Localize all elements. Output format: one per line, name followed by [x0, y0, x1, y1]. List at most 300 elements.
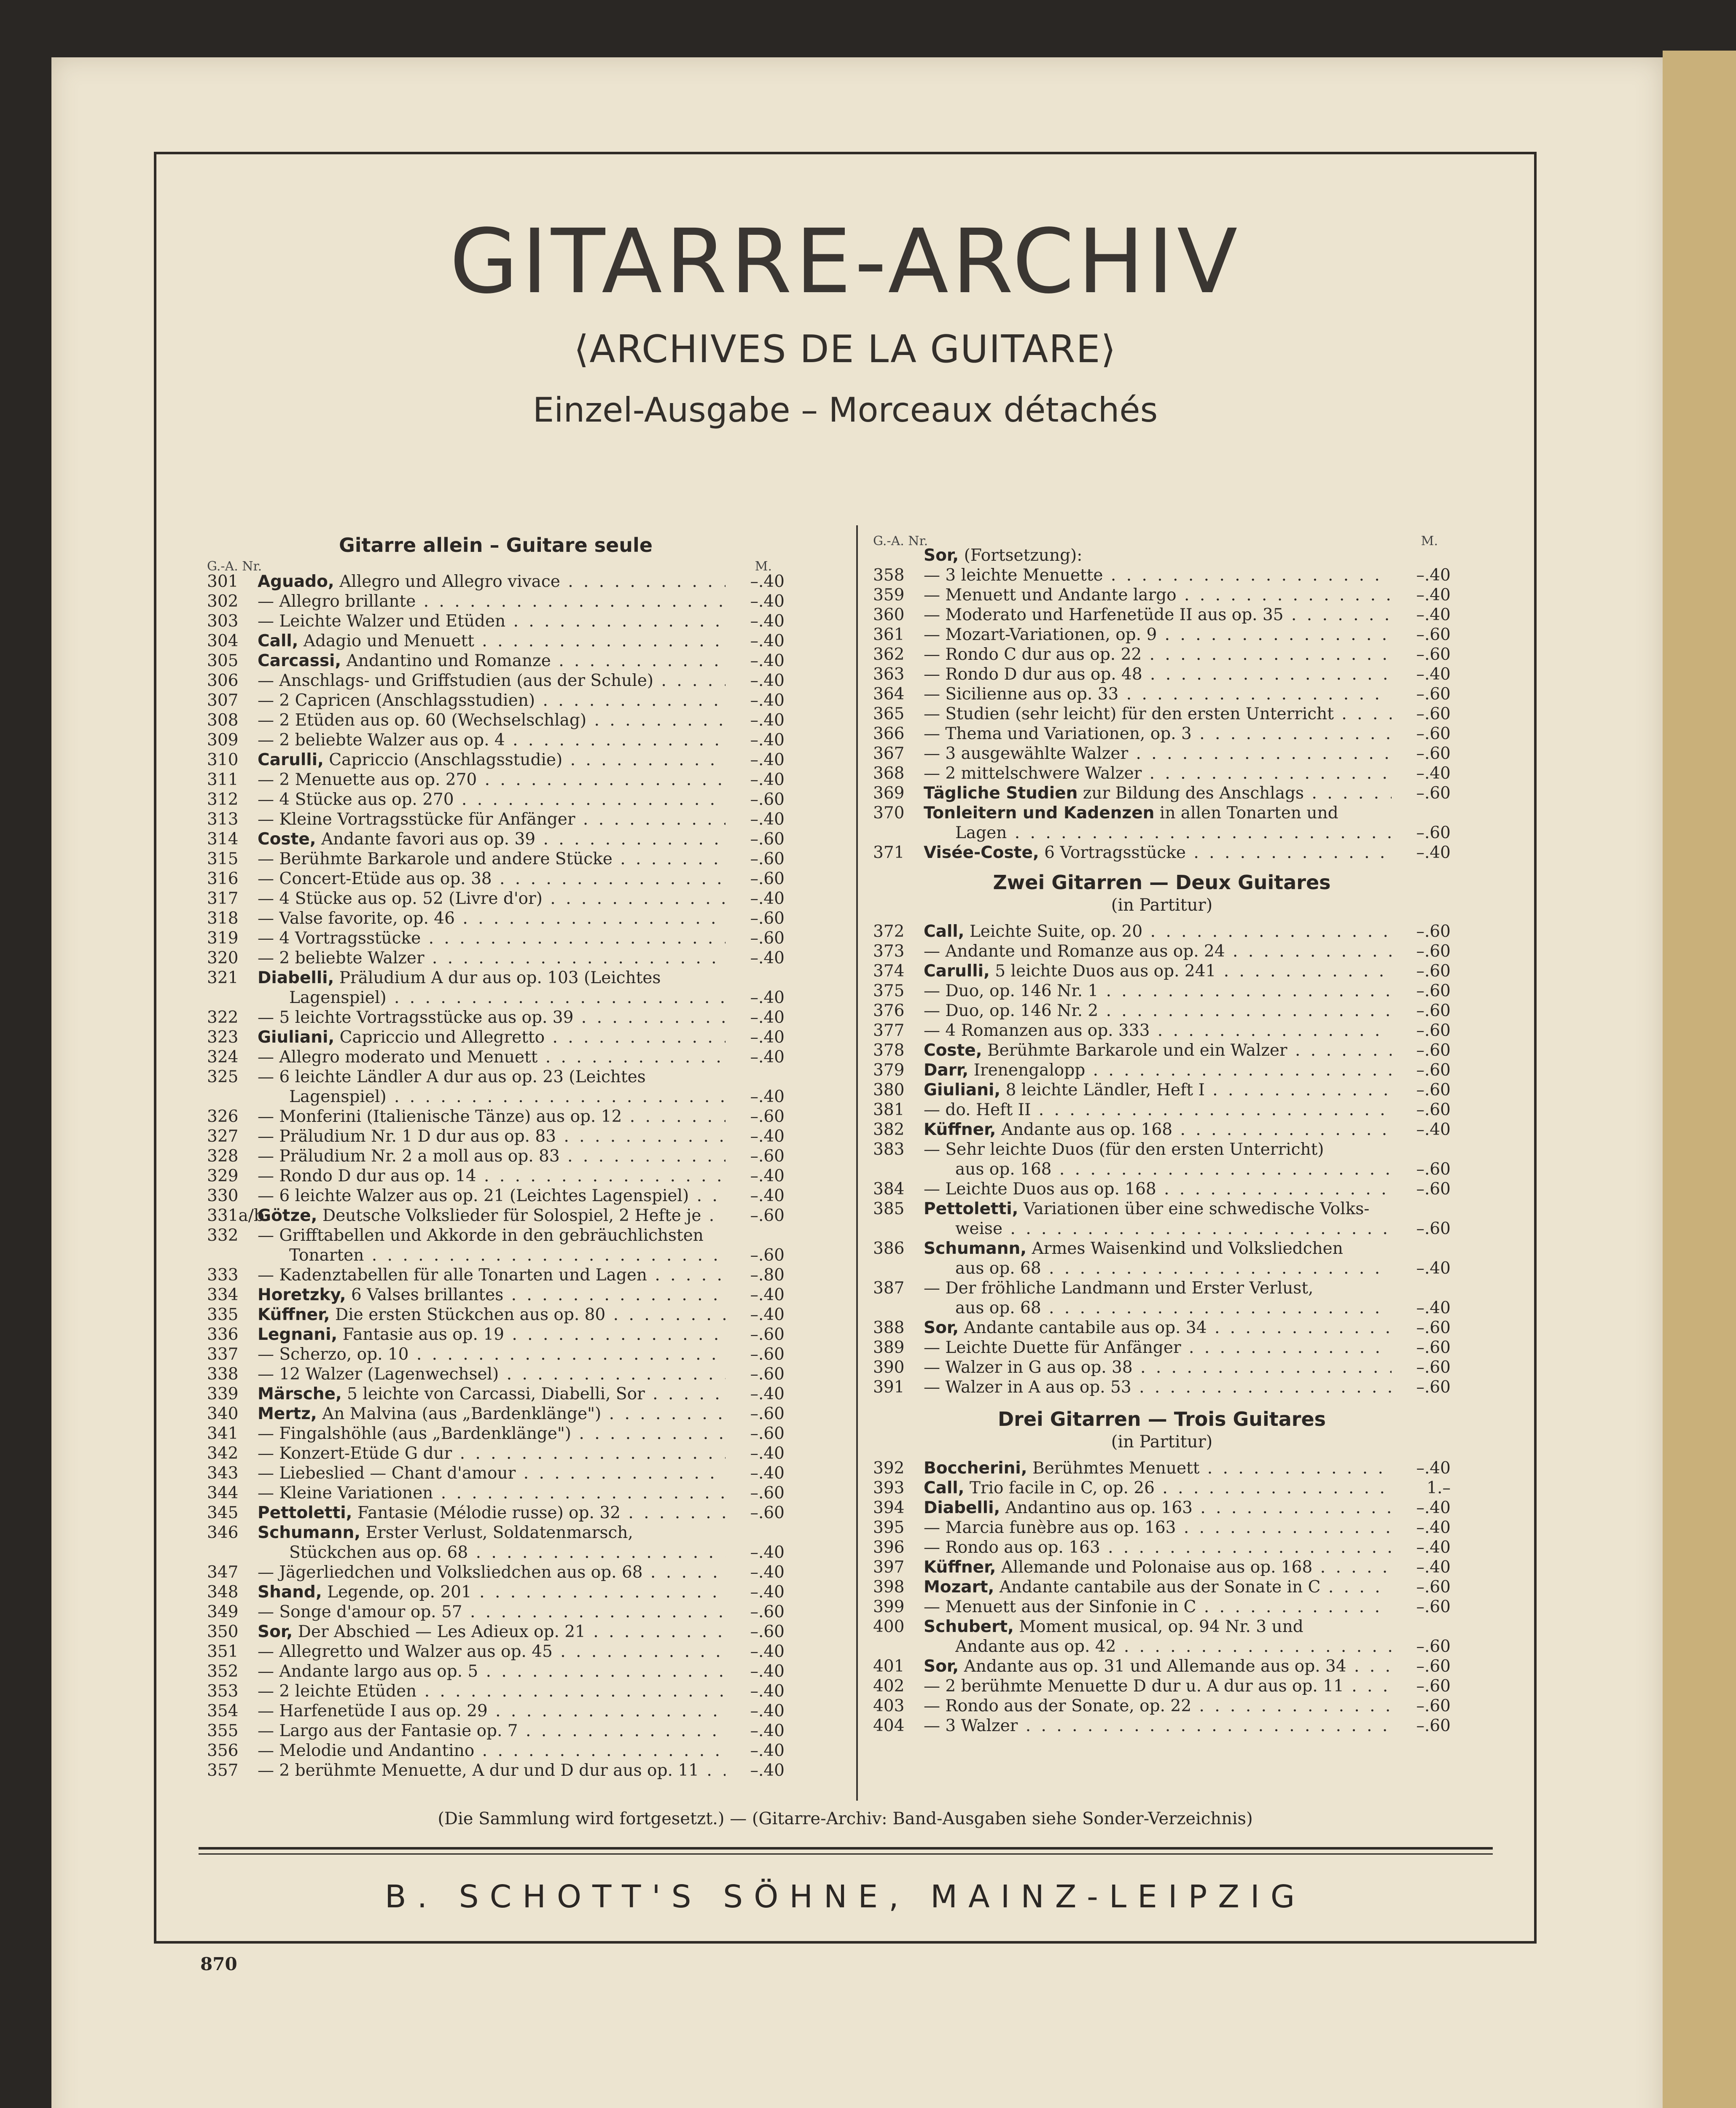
price: –.60	[1416, 1081, 1451, 1100]
work-title: — Concert-Etüde aus op. 38	[258, 869, 492, 888]
catalog-row	[207, 988, 785, 1008]
catalog-number: 359	[873, 586, 905, 605]
composer-name: Shand,	[258, 1583, 322, 1602]
catalog-number: 395	[873, 1518, 905, 1537]
catalog-title	[924, 546, 1392, 565]
catalog-row	[873, 744, 1451, 764]
catalog-title	[258, 1344, 726, 1364]
price: –.40	[1416, 1299, 1451, 1318]
footer-rule	[199, 1853, 1493, 1855]
price: –.40	[750, 1662, 785, 1681]
composer-name: Mertz,	[258, 1404, 317, 1423]
catalog-row	[873, 1001, 1451, 1021]
catalog-number: 365	[873, 704, 905, 723]
composer-name: Diabelli,	[258, 968, 334, 987]
catalog-title	[258, 809, 726, 829]
catalog-title	[924, 961, 1392, 981]
catalog-number: 363	[873, 665, 905, 684]
catalog-title	[924, 1538, 1392, 1557]
composer-name: Sor,	[924, 1657, 959, 1676]
catalog-number: 326	[207, 1107, 239, 1126]
catalog-row	[873, 625, 1451, 645]
catalog-title	[289, 1543, 726, 1562]
catalog-row	[207, 829, 785, 849]
work-title: Leichte Suite, op. 20	[969, 922, 1143, 941]
catalog-title	[258, 1325, 726, 1344]
catalog-row	[207, 1582, 785, 1602]
catalog-title	[924, 1577, 1392, 1597]
catalog-row	[873, 843, 1451, 863]
catalog-number: 312	[207, 790, 239, 809]
catalog-number: 376	[873, 1001, 905, 1020]
price: –.40	[750, 691, 785, 710]
catalog-title	[289, 1087, 726, 1107]
continued-heading	[873, 546, 1451, 565]
catalog-title	[924, 803, 1392, 823]
catalog-number: 330	[207, 1186, 239, 1205]
catalog-title	[924, 941, 1392, 961]
work-title: — Duo, op. 146 Nr. 1	[924, 981, 1099, 1000]
catalog-row	[873, 941, 1451, 961]
work-title: — Allegro brillante	[258, 592, 416, 611]
catalog-title	[258, 1166, 726, 1186]
catalog-row	[207, 651, 785, 671]
work-title: — 6 leichte Ländler A dur aus op. 23 (Leichtes	[258, 1067, 646, 1086]
work-title: — 6 leichte Walzer aus op. 21 (Leichtes Lagenspiel)	[258, 1186, 689, 1205]
catalog-number: 388	[873, 1318, 905, 1337]
work-title: — Rondo C dur aus op. 22	[924, 645, 1142, 664]
composer-name: Pettoletti,	[258, 1503, 352, 1522]
catalog-row	[873, 1100, 1451, 1120]
catalog-number: 333	[207, 1266, 239, 1285]
catalog-row	[207, 1642, 785, 1662]
catalog-number: 378	[873, 1041, 905, 1060]
catalog-title	[955, 1219, 1392, 1239]
catalog-number: 311	[207, 770, 239, 789]
price: –.40	[750, 1563, 785, 1582]
catalog-title	[258, 790, 726, 809]
catalog-number: 334	[207, 1285, 239, 1304]
catalog-title	[258, 869, 726, 889]
catalog-row	[873, 1637, 1451, 1656]
catalog-row	[873, 1060, 1451, 1080]
price: –.80	[750, 1266, 785, 1285]
catalog-row	[873, 783, 1451, 803]
catalog-number: 309	[207, 731, 239, 750]
price: –.40	[1416, 843, 1451, 862]
catalog-title	[924, 645, 1392, 664]
catalog-title	[924, 585, 1392, 605]
catalog-number: 341	[207, 1424, 239, 1443]
catalog-title	[924, 1617, 1392, 1637]
catalog-number: 350	[207, 1622, 239, 1641]
catalog-title	[924, 1498, 1392, 1518]
price: –.60	[750, 1404, 785, 1423]
composer-name: Sor,	[924, 1318, 959, 1337]
catalog-title	[924, 684, 1392, 704]
catalog-row	[873, 961, 1451, 981]
catalog-row	[873, 1159, 1451, 1179]
page-number: 870	[200, 1954, 237, 1974]
work-title: — Monferini (Italienische Tänze) aus op. 12	[258, 1107, 622, 1126]
work-title: — Melodie und Andantino	[258, 1741, 475, 1760]
catalog-title	[924, 1597, 1392, 1617]
work-title: — Kadenztabellen für alle Tonarten und Lagen	[258, 1266, 647, 1285]
catalog-number: 303	[207, 612, 239, 631]
work-title: 6 Vortragsstücke	[1044, 843, 1186, 862]
catalog-row	[207, 1008, 785, 1027]
catalog-number: 382	[873, 1120, 905, 1139]
work-title: Berühmte Barkarole und ein Walzer	[987, 1041, 1287, 1060]
price: –.60	[750, 1365, 785, 1384]
price: –.40	[750, 1543, 785, 1562]
price: –.60	[1416, 1100, 1451, 1119]
catalog-title	[258, 1067, 726, 1087]
work-title: — 3 ausgewählte Walzer	[924, 744, 1129, 763]
catalog-title	[924, 1377, 1392, 1397]
price: –.40	[1416, 1558, 1451, 1577]
catalog-row	[207, 1424, 785, 1444]
catalog-number: 369	[873, 784, 905, 803]
work-title: — Sicilienne aus op. 33	[924, 685, 1119, 704]
catalog-row	[873, 1219, 1451, 1239]
work-title: — do. Heft II	[924, 1100, 1031, 1119]
catalog-row	[207, 1701, 785, 1721]
composer-name: Giuliani,	[258, 1028, 335, 1047]
work-title: — Leichte Walzer und Etüden	[258, 612, 506, 631]
work-title: — Menuett und Andante largo	[924, 586, 1177, 605]
price: –.60	[1416, 1716, 1451, 1735]
catalog-title	[924, 1557, 1392, 1577]
catalog-title	[924, 1716, 1392, 1736]
work-title: zur Bildung des Anschlags	[1083, 784, 1304, 803]
catalog-row	[207, 730, 785, 750]
catalog-row	[873, 1478, 1451, 1498]
composer-name: Schumann,	[924, 1239, 1027, 1258]
price: –.40	[750, 1702, 785, 1721]
work-title: Andante cantabile aus op. 34	[964, 1318, 1207, 1337]
catalog-number: 390	[873, 1358, 905, 1377]
work-title: — Largo aus der Fantasie op. 7	[258, 1721, 518, 1740]
catalog-title	[924, 704, 1392, 724]
work-title: — Rondo aus der Sonate, op. 22	[924, 1697, 1192, 1715]
price: –.60	[1416, 1219, 1451, 1238]
work-title: — 4 Stücke aus op. 52 (Livre d'or)	[258, 889, 543, 908]
work-title: — Präludium Nr. 2 a moll aus op. 83	[258, 1147, 560, 1166]
price: –.60	[750, 1603, 785, 1621]
composer-name: Mozart,	[924, 1578, 994, 1597]
price: –.40	[750, 810, 785, 829]
catalog-number: 337	[207, 1345, 239, 1364]
price: –.60	[750, 830, 785, 849]
catalog-row	[207, 809, 785, 829]
catalog-title	[258, 928, 726, 948]
work-title: — Marcia funèbre aus op. 163	[924, 1518, 1176, 1537]
price: –.60	[1416, 645, 1451, 664]
price: –.40	[750, 1305, 785, 1324]
work-title: Fantasie (Mélodie russe) op. 32	[357, 1503, 621, 1522]
price: –.40	[750, 1008, 785, 1027]
catalog-number: 397	[873, 1558, 905, 1577]
work-title: 5 leichte Duos aus op. 241	[995, 962, 1216, 981]
work-title: Andante aus op. 168	[1001, 1120, 1173, 1139]
catalog-number: 306	[207, 671, 239, 690]
catalog-row	[873, 1716, 1451, 1736]
price: –.60	[1416, 1378, 1451, 1397]
price: –.40	[1416, 566, 1451, 585]
catalog-row	[207, 1186, 785, 1206]
work-title: — Rondo aus op. 163	[924, 1538, 1100, 1557]
catalog-number: 335	[207, 1305, 239, 1324]
composer-name: Küffner,	[924, 1558, 996, 1577]
catalog-title	[924, 1100, 1392, 1120]
price: –.60	[750, 1206, 785, 1225]
catalog-title	[258, 631, 726, 651]
work-title: — Der fröhliche Landmann und Erster Verlust,	[924, 1279, 1314, 1298]
work-title: — 12 Walzer (Lagenwechsel)	[258, 1365, 499, 1384]
catalog-title	[955, 1159, 1392, 1179]
catalog-title	[258, 1523, 726, 1543]
catalog-row	[207, 968, 785, 988]
composer-name: Call,	[924, 922, 965, 941]
work-title: — 4 Stücke aus op. 270	[258, 790, 454, 809]
catalog-row	[207, 691, 785, 710]
catalog-title	[258, 948, 726, 968]
price: –.40	[750, 770, 785, 789]
composer-name: Küffner,	[258, 1305, 330, 1324]
price: –.40	[750, 1048, 785, 1067]
catalog-row	[873, 1538, 1451, 1557]
edition-title: Einzel-Ausgabe – Morceaux détachés	[532, 390, 1158, 430]
catalog-number: 393	[873, 1479, 905, 1498]
catalog-title	[924, 1239, 1392, 1258]
work-title: — Jägerliedchen und Volksliedchen aus op. 68	[258, 1563, 643, 1582]
price: –.60	[1416, 1697, 1451, 1715]
catalog-row	[873, 1041, 1451, 1060]
price: –.60	[1416, 724, 1451, 743]
catalog-row	[873, 585, 1451, 605]
catalog-row	[207, 1761, 785, 1780]
catalog-title	[924, 1338, 1392, 1358]
catalog-number: 381	[873, 1100, 905, 1119]
work-title: Tonarten	[289, 1246, 364, 1265]
price: –.60	[750, 1147, 785, 1166]
catalog-title	[258, 829, 726, 849]
catalog-title	[924, 565, 1392, 585]
catalog-row	[207, 1226, 785, 1245]
price: –.40	[1416, 586, 1451, 605]
price: –.60	[750, 1484, 785, 1503]
price: –.60	[1416, 1061, 1451, 1080]
catalog-number: 347	[207, 1563, 239, 1582]
catalog-number: 372	[873, 922, 905, 941]
composer-name: Carulli,	[924, 962, 990, 981]
catalog-row	[207, 1146, 785, 1166]
composer-name: Call,	[924, 1479, 965, 1498]
price: –.40	[750, 1087, 785, 1106]
work-title: Andantino aus op. 163	[1005, 1498, 1193, 1517]
catalog-row	[873, 1179, 1451, 1199]
work-title: Andante cantabile aus der Sonate in C	[999, 1578, 1321, 1597]
catalog-row	[873, 981, 1451, 1001]
price: –.60	[1416, 1021, 1451, 1040]
catalog-row	[873, 1358, 1451, 1377]
work-title: — Harfenetüde I aus op. 29	[258, 1702, 488, 1721]
price: –.60	[750, 1345, 785, 1364]
work-title: — Rondo D dur aus op. 48	[924, 665, 1142, 684]
price: –.40	[750, 592, 785, 611]
catalog-title	[924, 1358, 1392, 1377]
work-title: — Valse favorite, op. 46	[258, 909, 455, 928]
work-title: 5 leichte von Carcassi, Diabelli, Sor	[347, 1385, 645, 1404]
work-title: — Studien (sehr leicht) für den ersten Unterricht	[924, 704, 1334, 723]
work-title: — Liebeslied — Chant d'amour	[258, 1464, 516, 1483]
catalog-number: 379	[873, 1061, 905, 1080]
catalog-title	[258, 1483, 726, 1503]
catalog-number: 392	[873, 1459, 905, 1478]
price: –.60	[750, 1107, 785, 1126]
catalog-number: 346	[207, 1523, 239, 1542]
work-title: — Andante und Romanze aus op. 24	[924, 942, 1225, 961]
catalog-title	[258, 1226, 726, 1245]
work-title: — Leichte Duos aus op. 168	[924, 1180, 1156, 1199]
catalog-title	[258, 750, 726, 770]
work-title: Lagenspiel)	[289, 988, 387, 1007]
catalog-row	[873, 1676, 1451, 1696]
work-title: Legende, op. 201	[327, 1583, 472, 1602]
work-title: weise	[955, 1219, 1003, 1238]
catalog-title	[258, 1662, 726, 1681]
price: –.60	[1416, 1597, 1451, 1616]
catalog-title	[258, 611, 726, 631]
work-title: — Grifftabellen und Akkorde in den gebräuchlichsten	[258, 1226, 704, 1245]
catalog-row	[873, 1239, 1451, 1258]
catalog-row	[207, 1285, 785, 1305]
catalog-row	[207, 1602, 785, 1622]
catalog-title	[258, 968, 726, 988]
composer-name: Call,	[258, 632, 298, 651]
work-title: — Walzer in G aus op. 38	[924, 1358, 1133, 1377]
composer-name: Horetzky,	[258, 1285, 346, 1304]
catalog-number: 373	[873, 942, 905, 961]
work-title: Capriccio (Anschlagsstudie)	[329, 750, 563, 769]
catalog-number: 349	[207, 1603, 239, 1621]
price: –.60	[1416, 1358, 1451, 1377]
catalog-title	[924, 664, 1392, 684]
work-title: — Thema und Variationen, op. 3	[924, 724, 1192, 743]
column-header-nr: G.-A. Nr.	[873, 534, 928, 549]
catalog-row	[207, 1245, 785, 1265]
catalog-row	[207, 1444, 785, 1463]
catalog-number: 323	[207, 1028, 239, 1047]
catalog-row	[207, 1027, 785, 1047]
publisher-line: B. SCHOTT'S SÖHNE, MAINZ-LEIPZIG	[384, 1879, 1306, 1915]
work-title: Erster Verlust, Soldatenmarsch,	[365, 1523, 633, 1542]
work-title: — 2 Etüden aus op. 60 (Wechselschlag)	[258, 711, 587, 730]
work-title: in allen Tonarten und	[1159, 804, 1338, 823]
price: –.40	[750, 1167, 785, 1186]
work-title: — 2 Menuette aus op. 270	[258, 770, 477, 789]
catalog-title	[955, 1637, 1392, 1656]
work-title: — Leichte Duette für Anfänger	[924, 1338, 1181, 1357]
catalog-title	[924, 764, 1392, 783]
work-title: — Allegretto und Walzer aus op. 45	[258, 1642, 553, 1661]
catalog-title	[924, 1478, 1392, 1498]
work-title: — 5 leichte Vortragsstücke aus op. 39	[258, 1008, 574, 1027]
composer-name: Carcassi,	[258, 651, 341, 670]
composer-name: Coste,	[258, 830, 316, 849]
catalog-number: 308	[207, 711, 239, 730]
catalog-row	[873, 1656, 1451, 1676]
catalog-title	[924, 724, 1392, 744]
catalog-number: 402	[873, 1677, 905, 1696]
catalog-title	[258, 730, 726, 750]
catalog-title	[258, 1384, 726, 1404]
price: –.40	[1416, 764, 1451, 783]
price: –.60	[750, 1424, 785, 1443]
work-title: — 3 Walzer	[924, 1716, 1018, 1735]
catalog-number: 391	[873, 1378, 905, 1397]
work-title: — Fingalshöhle (aus „Bardenklänge")	[258, 1424, 572, 1443]
work-title: Armes Waisenkind und Volksliedchen	[1032, 1239, 1343, 1258]
work-title: — 3 leichte Menuette	[924, 566, 1103, 585]
catalog-title	[924, 1656, 1392, 1676]
catalog-title	[924, 783, 1392, 803]
catalog-title	[924, 1318, 1392, 1338]
section-title-duo: Zwei Gitarren — Deux Guitares	[993, 871, 1331, 894]
catalog-row	[207, 1067, 785, 1087]
catalog-row	[873, 803, 1451, 823]
catalog-row	[873, 1518, 1451, 1538]
catalog-title	[924, 605, 1392, 625]
catalog-row	[873, 1278, 1451, 1298]
catalog-number: 384	[873, 1180, 905, 1199]
price: –.60	[1416, 981, 1451, 1000]
catalog-row	[873, 1557, 1451, 1577]
work-title: — 2 mittelschwere Walzer	[924, 764, 1142, 783]
catalog-number: 338	[207, 1365, 239, 1384]
composer-name: Pettoletti,	[924, 1199, 1018, 1218]
price: –.40	[750, 1028, 785, 1047]
section-subtitle-duo: (in Partitur)	[1111, 895, 1213, 915]
price: –.40	[1416, 665, 1451, 684]
catalog-number: 385	[873, 1199, 905, 1218]
work-title: Irenengalopp	[973, 1061, 1086, 1080]
catalog-number: 327	[207, 1127, 239, 1146]
price: –.60	[1416, 1637, 1451, 1656]
price: –.40	[750, 1741, 785, 1760]
catalog-title	[924, 1179, 1392, 1199]
catalog-row	[873, 1140, 1451, 1159]
work-title: Die ersten Stückchen aus op. 80	[335, 1305, 606, 1324]
price: –.40	[750, 632, 785, 651]
price: –.60	[750, 1246, 785, 1265]
catalog-number: 325	[207, 1067, 239, 1086]
catalog-title	[955, 823, 1392, 843]
catalog-number: 352	[207, 1662, 239, 1681]
catalog-number: 304	[207, 632, 239, 651]
work-title: Stückchen aus op. 68	[289, 1543, 468, 1562]
catalog-row	[873, 1080, 1451, 1100]
catalog-number: 314	[207, 830, 239, 849]
catalog-row	[207, 1166, 785, 1186]
work-title: — Präludium Nr. 1 D dur aus op. 83	[258, 1127, 556, 1146]
price: –.40	[750, 1642, 785, 1661]
catalog-title	[258, 1047, 726, 1067]
price: –.40	[1416, 1459, 1451, 1478]
catalog-title	[924, 1080, 1392, 1100]
catalog-title	[258, 1265, 726, 1285]
